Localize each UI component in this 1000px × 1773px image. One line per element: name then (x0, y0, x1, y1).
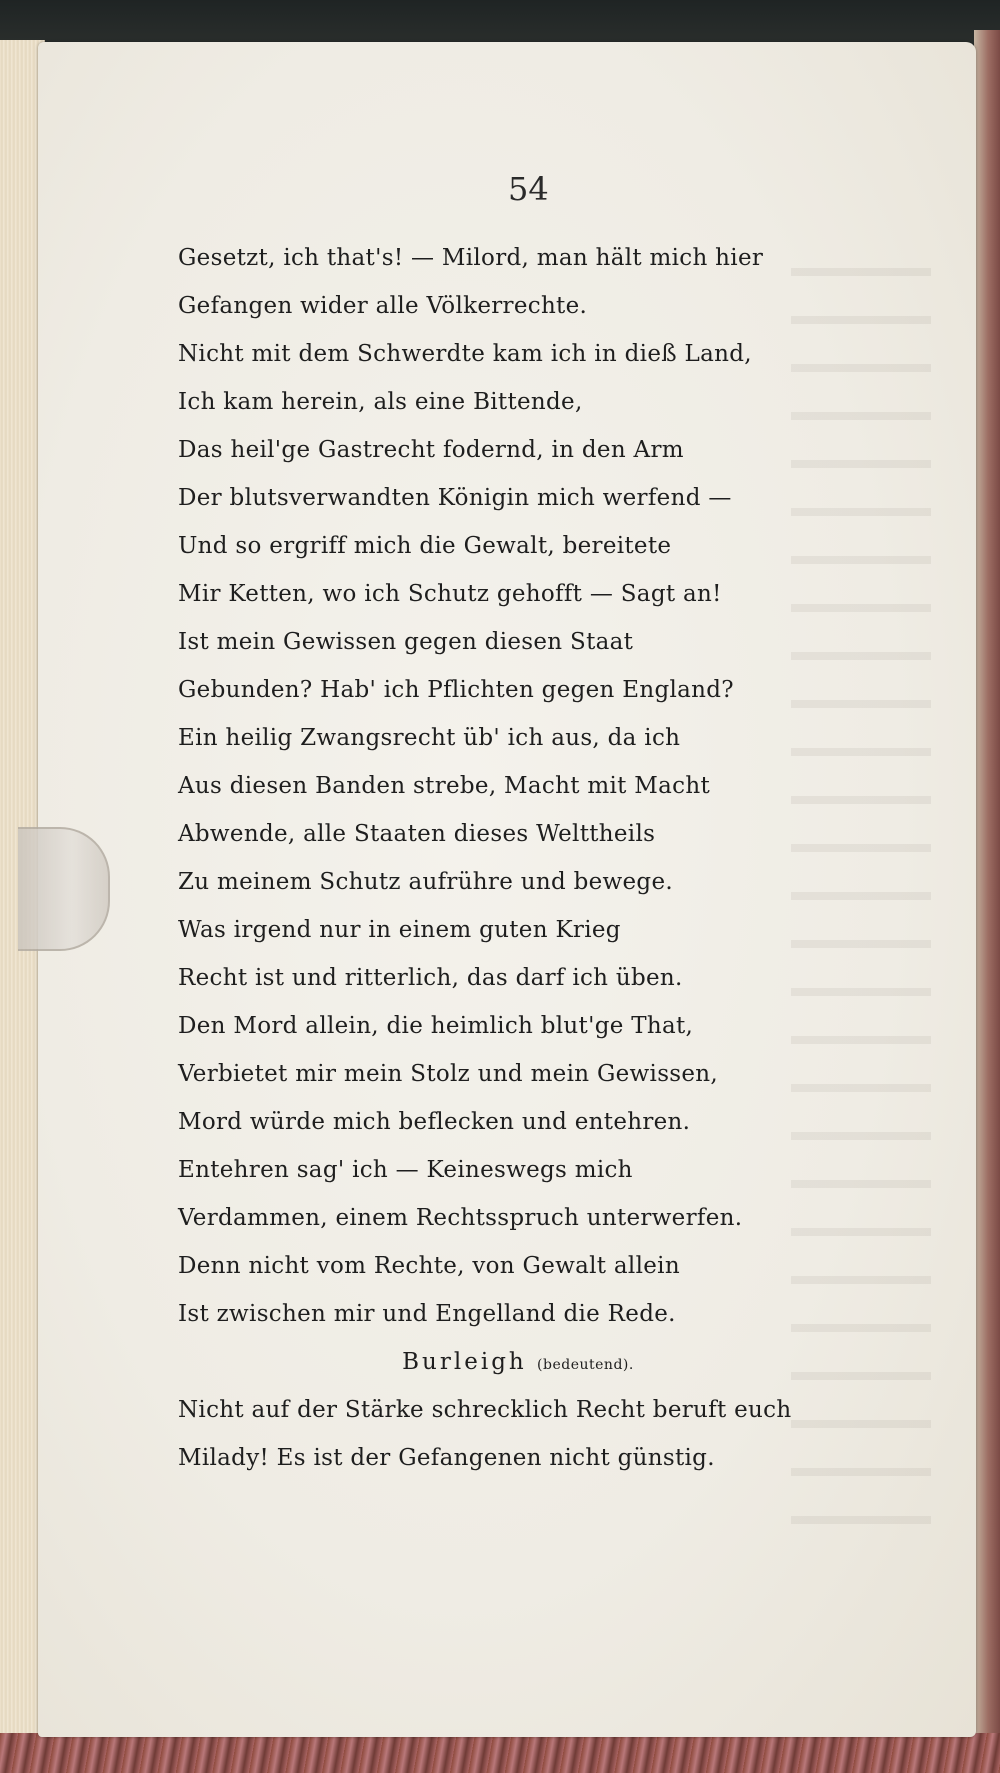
verse-line: Nicht mit dem Schwerdte kam ich in dieß Land, (178, 341, 752, 367)
verse-line: Gebunden? Hab' ich Pflichten gegen England? (178, 677, 734, 703)
verse-line: Denn nicht vom Rechte, von Gewalt allein (178, 1253, 680, 1279)
verse-line: Verbietet mir mein Stolz und mein Gewissen, (178, 1061, 719, 1087)
verse-line: Was irgend nur in einem guten Krieg (178, 917, 621, 943)
verse-line: Gefangen wider alle Völkerrechte. (178, 293, 588, 319)
verse-line: Das heil'ge Gastrecht fodernd, in den Arm (178, 437, 684, 463)
book-page (38, 42, 976, 1737)
verse-line: Ein heilig Zwangsrecht üb' ich aus, da ich (178, 725, 681, 751)
speaker-name: Burleigh (402, 1349, 527, 1375)
verse-line: Zu meinem Schutz aufrühre und bewege. (178, 869, 673, 895)
verse-line: Mord würde mich beflecken und entehren. (178, 1109, 691, 1135)
marbled-cover (0, 1733, 1000, 1773)
verse-line: Mir Ketten, wo ich Schutz gehofft — Sagt an! (178, 581, 722, 607)
verse-line: Nicht auf der Stärke schrecklich Recht beruft euch (178, 1397, 792, 1423)
verse-line: Entehren sag' ich — Keineswegs mich (178, 1157, 633, 1183)
page-number: 54 (508, 170, 549, 208)
speaker-heading (178, 1338, 818, 1386)
verse-line: Ist zwischen mir und Engelland die Rede. (178, 1301, 676, 1327)
book-cover-edge (974, 30, 1000, 1773)
verse-line: Und so ergriff mich die Gewalt, bereitete (178, 533, 672, 559)
verse-line: Recht ist und ritterlich, das darf ich üben. (178, 965, 683, 991)
verse-line: Den Mord allein, die heimlich blut'ge That, (178, 1013, 694, 1039)
verse-line: Ist mein Gewissen gegen diesen Staat (178, 629, 634, 655)
verse-line: Ich kam herein, als eine Bittende, (178, 389, 583, 415)
verse-line: Gesetzt, ich that's! — Milord, man hält mich hier (178, 245, 764, 271)
verse-text (178, 234, 818, 1482)
verse-line: Der blutsverwandten Königin mich werfend — (178, 485, 732, 511)
verse-line: Abwende, alle Staaten dieses Welttheils (178, 821, 656, 847)
verse-line: Milady! Es ist der Gefangenen nicht günstig. (178, 1445, 715, 1471)
verse-line: Verdammen, einem Rechtsspruch unterwerfen. (178, 1205, 743, 1231)
thumb-holder (18, 827, 110, 951)
stage-direction: (bedeutend). (537, 1357, 634, 1373)
verse-line: Aus diesen Banden strebe, Macht mit Macht (178, 773, 710, 799)
